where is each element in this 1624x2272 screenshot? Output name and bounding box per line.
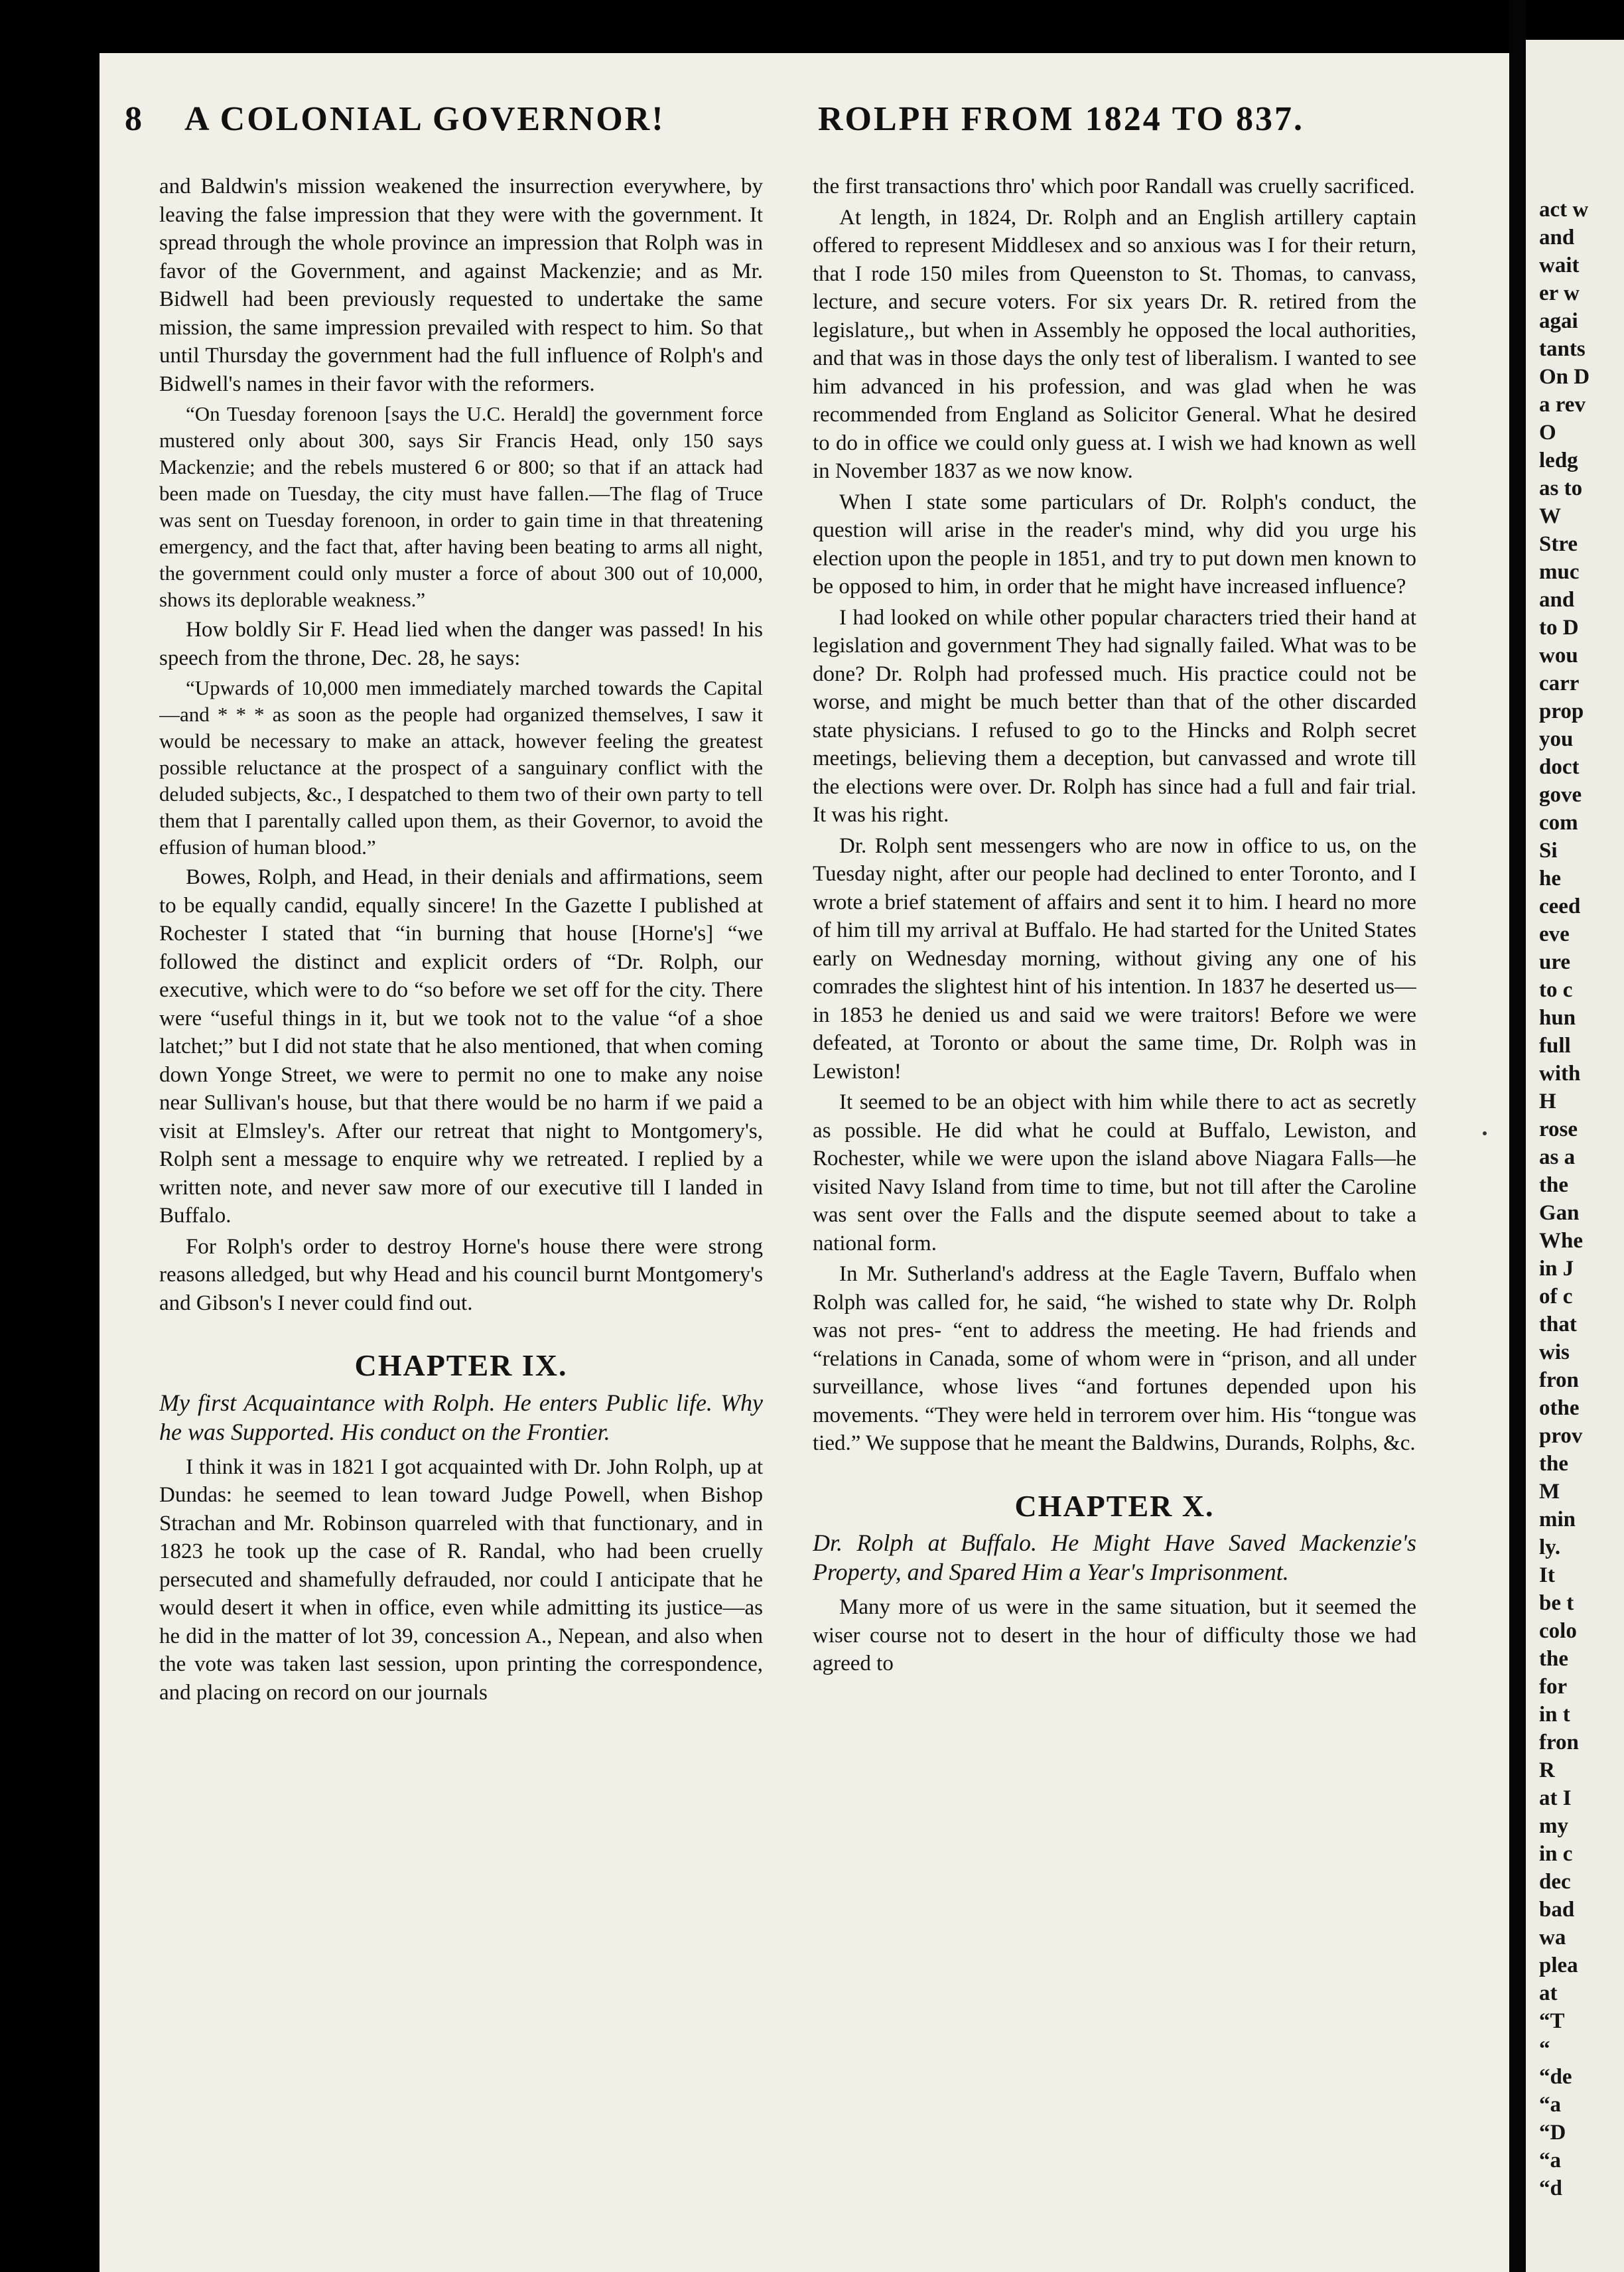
fragment-line: muc [1539, 560, 1580, 584]
paragraph: Bowes, Rolph, and Head, in their denials and affirmations, seem to be equally candid, equally sincere! In the Gazette I published at Rochester I stated that “in burning that house [Horne's] “we followed the distinct and explicit orders of “Dr. Rolph, our executive, which were to do “so before we set off for the city. There were “useful things in it, but we took not to the value “of a shoe latchet;” but I did not state that he also mentioned, that when coming down Yonge Street, we were to permit no one to make any noise near Sullivan's house, but that there would be no harm if we paid a visit at Elmsley's. After our retreat that night to Montgomery's, Rolph sent a message to enquire why we retreated. I replied by a written note, and never saw more of our executive till I landed in Buffalo. [159, 865, 763, 1228]
fragment-line: It [1539, 1563, 1555, 1587]
fragment-line: plea [1539, 1953, 1578, 1977]
fragment-line: Whe [1539, 1229, 1583, 1253]
print-speck [1483, 1131, 1487, 1135]
left-column [159, 173, 763, 2256]
fragment-line: “a [1539, 2093, 1561, 2117]
fragment-line: in t [1539, 1703, 1570, 1727]
fragment-line: rose [1539, 1117, 1578, 1141]
fragment-line: be t [1539, 1591, 1574, 1615]
fragment-line: he [1539, 867, 1561, 890]
fragment-line: wou [1539, 644, 1578, 668]
fragment-line: W [1539, 504, 1561, 528]
fragment-line: and [1539, 588, 1575, 612]
fragment-line: wa [1539, 1926, 1566, 1950]
page-number: 8 [125, 100, 144, 138]
book-page [100, 53, 1509, 2272]
paragraph: It seemed to be an object with him while there to act as secretly as possible. He did what he could at Buffalo, Lewiston, and Rochester, while we were upon the island above Niagara Falls—he visited Navy Island from time to time, but not till after the Caroline was sent over the Falls and the dispute seemed about to take a national form. [813, 1090, 1416, 1255]
paragraph: For Rolph's order to destroy Horne's house there were strong reasons alledged, but why Head and his council burnt Montgomery's and Gibson's I never could find out. [159, 1234, 763, 1315]
fragment-line: with [1539, 1062, 1581, 1086]
fragment-line: the [1539, 1647, 1568, 1671]
fragment-line: of c [1539, 1285, 1573, 1309]
adjacent-page-edge [1526, 40, 1624, 2272]
fragment-line: “d [1539, 2176, 1562, 2200]
fragment-line: in J [1539, 1257, 1574, 1281]
fragment-line: othe [1539, 1396, 1580, 1420]
paragraph: How boldly Sir F. Head lied when the danger was passed! In his speech from the throne, Dec. 28, he says: [159, 618, 763, 670]
fragment-line: fron [1539, 1368, 1579, 1392]
fragment-line: wait [1539, 253, 1580, 277]
running-title-left: A COLONIAL GOVERNOR! [184, 100, 665, 138]
paragraph: the first transactions thro' which poor Randall was cruelly sacrificed. [813, 175, 1415, 198]
paragraph: Many more of us were in the same situation, but it seemed the wiser course not to desert in the hour of difficulty those we had agreed to [813, 1595, 1416, 1675]
fragment-line: to c [1539, 978, 1573, 1002]
fragment-line: act w [1539, 198, 1589, 222]
fragment-line: carr [1539, 672, 1580, 695]
fragment-line: at I [1539, 1786, 1572, 1810]
paragraph: I think it was in 1821 I got acquainted with Dr. John Rolph, up at Dundas: he seemed to lean toward Judge Powell, when Bishop Strachan and Mr. Robinson quarreled with that functionary, and in 1823 he took up the case of R. Randal, who had been cruelly persecuted and shamefully defrauded, nor could I anticipate that he would desert it when in office, even while admitting its justice—as he did in the matter of lot 39, concession A., Nepean, and also when the vote was taken last session, upon printing the correspondence, and placing on record on our journals [159, 1455, 763, 1705]
paragraph: Dr. Rolph sent messengers who are now in office to us, on the Tuesday night, after our people had declined to enter Toronto, and I wrote a brief statement of affairs and sent it to him. I heard no more of him till my arrival at Buffalo. He had started for the United States early on Wednesday morning, without giving any one of his comrades the slightest hint of his intention. In 1837 he deserted us—in 1853 he denied us and said we were traitors! Before we were defeated, at Toronto or about the same time, Dr. Rolph was in Lewiston! [813, 833, 1416, 1084]
fragment-line: com [1539, 811, 1578, 835]
fragment-line: min [1539, 1508, 1576, 1531]
fragment-line: R [1539, 1758, 1555, 1782]
fragment-line: doct [1539, 755, 1580, 779]
fragment-line: Si [1539, 839, 1558, 863]
fragment-line: fron [1539, 1731, 1579, 1754]
fragment-line: prov [1539, 1424, 1583, 1448]
running-head [125, 100, 1412, 159]
chapter-subtitle: Dr. Rolph at Buffalo. He Might Have Saved Mackenzie's Property, and Spared Him a Year's Imprisonment. [813, 1529, 1416, 1585]
running-title-right: ROLPH FROM 1824 TO 837. [818, 100, 1304, 138]
fragment-line: that [1539, 1313, 1577, 1336]
fragment-line: the [1539, 1452, 1568, 1476]
paragraph: In Mr. Sutherland's address at the Eagle Tavern, Buffalo when Rolph was called for, he said, “he wished to state why Dr. Rolph was not pres- “ent to address the meeting. He had friends and “relations in Canada, some of whom were in “prison, and all under surveillance, whose lives “and fortunes depended upon his movements. “They were held in terrorem over him. His “tongue was tied.” We suppose that he meant the Baldwins, Durands, Rolphs, &c. [813, 1262, 1416, 1455]
chapter-heading: CHAPTER X. [1014, 1488, 1215, 1523]
paragraph: “Upwards of 10,000 men immediately marched towards the Capital—and * * * as soon as the people had organized themselves, I saw it would be necessary to make an attack, however feeling the greatest possible reluctance at the prospect of a sanguinary conflict with the deluded subjects, &c., I despatched to them two of their own party to tell them that I parentally called upon them, as their Governor, to avoid the effusion of human blood.” [159, 676, 763, 859]
fragment-line: you [1539, 727, 1574, 751]
fragment-line: full [1539, 1034, 1571, 1058]
fragment-line: O [1539, 421, 1556, 445]
fragment-line: “T [1539, 2009, 1565, 2033]
adjacent-page-fragments [1539, 196, 1624, 2202]
fragment-line: “ [1539, 2037, 1550, 2061]
fragment-line: to D [1539, 616, 1579, 640]
fragment-line: prop [1539, 699, 1584, 723]
fragment-line: M [1539, 1480, 1560, 1504]
fragment-line: eve [1539, 922, 1570, 946]
fragment-line: gove [1539, 783, 1582, 807]
paragraph: “On Tuesday forenoon [says the U.C. Herald] the government force mustered only about 300, says Sir Francis Head, only 150 says Mackenzie; and the rebels mustered 6 or 800; so that if an attack had been made on Tuesday, the city must have fallen.—The flag of Truce was sent on Tuesday forenoon, in order to gain time in that threatening emergency, and the fact that, after having been beating to arms all night, the government could only muster a force of about 300 out of 10,000, shows its deplorable weakness.” [159, 402, 763, 611]
fragment-line: as a [1539, 1145, 1576, 1169]
fragment-line: H [1539, 1090, 1556, 1113]
page-gutter [1509, 0, 1526, 2272]
fragment-line: ly. [1539, 1535, 1561, 1559]
fragment-line: ledg [1539, 449, 1578, 472]
right-column [813, 173, 1416, 2256]
fragment-line: “D [1539, 2121, 1566, 2145]
fragment-line: wis [1539, 1340, 1570, 1364]
paragraph: and Baldwin's mission weakened the insurrection everywhere, by leaving the false impression that they were with the government. It spread through the whole province an impression that Rolph was in favor of the Government, and against Mackenzie; and as Mr. Bidwell had been previously requested to undertake the same mission, the same impression prevailed with respect to him. So that until Thursday the government had the full influence of Rolph's and Bidwell's names in their favor with the reformers. [159, 175, 763, 396]
chapter-subtitle: My first Acquaintance with Rolph. He enters Public life. Why he was Supported. His conduct on the Frontier. [159, 1389, 763, 1445]
fragment-line: “de [1539, 2065, 1572, 2089]
fragment-line: Stre [1539, 532, 1578, 556]
fragment-line: dec [1539, 1870, 1571, 1894]
fragment-line: as to [1539, 476, 1583, 500]
fragment-line: er w [1539, 281, 1580, 305]
fragment-line: “a [1539, 2149, 1561, 2172]
fragment-line: at [1539, 1981, 1558, 2005]
fragment-line: bad [1539, 1898, 1575, 1922]
fragment-line: a rev [1539, 393, 1586, 417]
fragment-line: my [1539, 1814, 1568, 1838]
fragment-line: in c [1539, 1842, 1573, 1866]
fragment-line: colo [1539, 1619, 1577, 1643]
fragment-line: agai [1539, 309, 1578, 333]
fragment-line: the [1539, 1173, 1568, 1197]
paragraph: At length, in 1824, Dr. Rolph and an English artillery captain offered to represent Middlesex and so anxious was I for their return, that I rode 150 miles from Queenston to St. Thomas, to canvass, lecture, and secure voters. For six years Dr. R. retired from the legislature,, but when in Assembly he opposed the local authorities, and that was in those days the only test of liberalism. I wanted to see him advanced in his profession, and was glad when he was recommended from England as Solicitor General. What he desired to do in office we could only guess at. I wish we had known as well in November 1837 as we now know. [813, 205, 1416, 483]
paragraph: When I state some particulars of Dr. Rolph's conduct, the question will arise in the reader's mind, why did you urge his election upon the people in 1851, and try to put down men known to be opposed to him, in order that he might have increased influence? [813, 490, 1416, 599]
fragment-line: for [1539, 1675, 1568, 1699]
fragment-line: Gan [1539, 1201, 1580, 1225]
fragment-line: hun [1539, 1006, 1576, 1030]
fragment-line: ceed [1539, 894, 1581, 918]
fragment-line: ure [1539, 950, 1571, 974]
paragraph: I had looked on while other popular characters tried their hand at legislation and government They had signally failed. What was to be done? Dr. Rolph had professed much. His practice could not be worse, and might be much better than that of the other discarded state physicians. I refused to go to the Hincks and Rolph secret meetings, believing them a deception, but canvassed and wrote till the elections were over. Dr. Rolph has since had a full and fair trial. It was his right. [813, 605, 1416, 827]
fragment-line: and [1539, 226, 1575, 249]
fragment-line: tants [1539, 337, 1586, 361]
fragment-line: On D [1539, 365, 1590, 389]
chapter-heading: CHAPTER IX. [354, 1348, 568, 1382]
